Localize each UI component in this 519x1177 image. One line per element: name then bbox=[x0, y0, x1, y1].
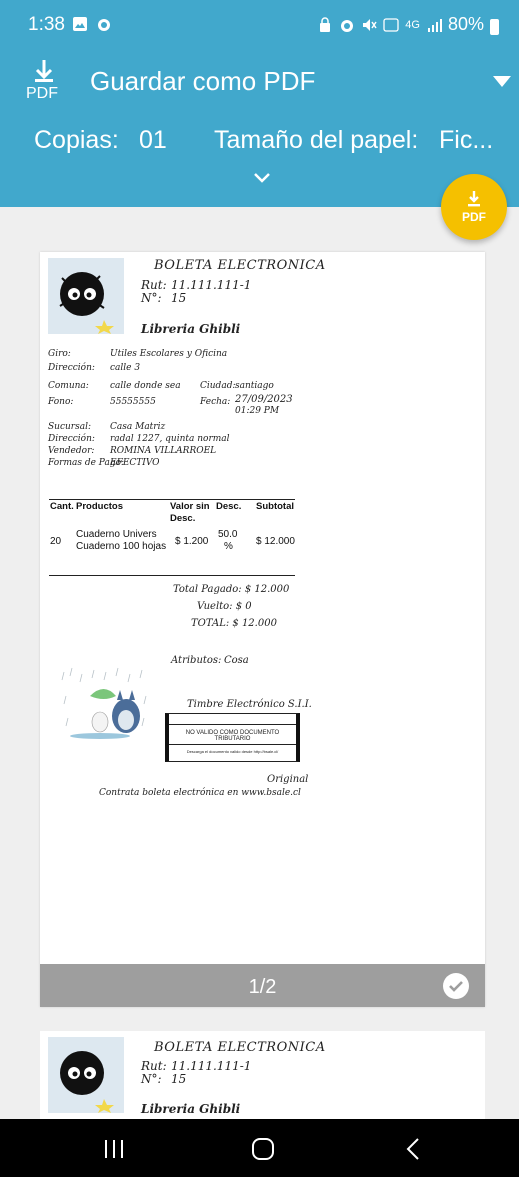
col-productos: Productos bbox=[76, 501, 123, 512]
vendedor-label: Vendedor: bbox=[48, 446, 95, 456]
col-cant: Cant. bbox=[50, 501, 74, 512]
col-valor: Valor sin Desc. bbox=[170, 501, 210, 524]
fono-label: Fono: bbox=[48, 397, 74, 407]
save-pdf-button[interactable] bbox=[441, 174, 507, 240]
atributos-value: Cosa bbox=[224, 655, 249, 666]
receipt-title: BOLETA ELECTRONICA bbox=[154, 1040, 326, 1055]
copies-value[interactable]: 01 bbox=[139, 126, 167, 154]
vendedor-value: ROMINA VILLARROEL bbox=[110, 446, 217, 456]
row-producto-2: Cuaderno 100 hojas bbox=[76, 541, 167, 552]
number-value: 15 bbox=[171, 291, 187, 305]
back-button[interactable] bbox=[402, 1138, 426, 1160]
save-pdf-label: PDF bbox=[462, 210, 486, 224]
vuelto: Vuelto: $ 0 bbox=[197, 601, 252, 612]
ciudad-label: Ciudad: bbox=[200, 381, 236, 391]
fecha-label: Fecha: bbox=[200, 397, 231, 407]
atributos-label: Atributos: bbox=[171, 655, 222, 666]
alarm-icon bbox=[339, 17, 355, 33]
timbre-line-1: NO VALIDO COMO DOCUMENTO TRIBUTARIO bbox=[185, 730, 280, 742]
original-label: Original bbox=[267, 774, 309, 785]
timbre-rule bbox=[169, 724, 296, 725]
fecha-value: 27/09/2023 bbox=[235, 394, 293, 405]
page-footer bbox=[40, 964, 485, 1007]
lock-icon bbox=[317, 17, 333, 33]
printer-select[interactable]: Guardar como PDF bbox=[90, 66, 316, 96]
row-subtotal: $ 12.000 bbox=[256, 536, 295, 547]
status-time: 1:38 bbox=[28, 14, 65, 35]
print-header bbox=[0, 42, 519, 207]
row-valor: $ 1.200 bbox=[175, 536, 209, 547]
number-label: N°: bbox=[141, 1072, 162, 1086]
navigation-bar bbox=[0, 1119, 519, 1177]
gallery-icon bbox=[72, 16, 88, 32]
comuna-value: calle donde sea bbox=[110, 381, 181, 391]
row-producto-1: Cuaderno Univers bbox=[76, 529, 157, 540]
pdf-icon-label: PDF bbox=[26, 85, 58, 102]
system-status bbox=[317, 14, 499, 35]
paper-size-label: Tamaño del papel: bbox=[214, 126, 419, 154]
store-logo bbox=[48, 258, 124, 334]
giro-value: Utiles Escolares y Oficina bbox=[110, 349, 228, 359]
timbre-rule bbox=[169, 744, 296, 745]
receipt-footer: Contrata boleta electrónica en www.bsale.cl bbox=[99, 788, 301, 798]
number-value: 15 bbox=[171, 1072, 187, 1086]
direccion2-label: Dirección: bbox=[48, 434, 95, 444]
direccion-label: Dirección: bbox=[48, 363, 95, 373]
sucursal-label: Sucursal: bbox=[48, 422, 91, 432]
download-icon bbox=[465, 190, 483, 208]
ciudad-value: santiago bbox=[235, 381, 274, 391]
volte-icon bbox=[383, 17, 399, 33]
check-circle-icon[interactable] bbox=[442, 972, 470, 1000]
network-type: 4G bbox=[405, 18, 420, 31]
rut-label: Rut: bbox=[141, 278, 167, 292]
home-button[interactable] bbox=[251, 1138, 275, 1160]
recent-apps-button[interactable] bbox=[102, 1138, 126, 1160]
store-logo bbox=[48, 1037, 124, 1113]
row-cant: 20 bbox=[50, 536, 62, 547]
receipt-title: BOLETA ELECTRONICA bbox=[154, 258, 326, 273]
fono-value: 55555555 bbox=[110, 397, 156, 407]
pago-value: EFECTIVO bbox=[110, 458, 160, 468]
pdf-download-icon bbox=[24, 58, 64, 104]
signal-icon bbox=[426, 17, 442, 33]
row-desc-1: 50.0 bbox=[218, 529, 238, 540]
timbre-stamp bbox=[165, 713, 300, 762]
col-desc: Desc. bbox=[216, 501, 242, 512]
alarm-icon bbox=[96, 16, 112, 32]
copies-label: Copias: bbox=[34, 126, 119, 154]
comuna-label: Comuna: bbox=[48, 381, 89, 391]
printer-dropdown-icon[interactable] bbox=[493, 76, 511, 87]
timbre-label: Timbre Electrónico S.I.I. bbox=[187, 699, 312, 710]
rut-value: 11.111.111-1 bbox=[171, 278, 252, 292]
rut-value: 11.111.111-1 bbox=[171, 1059, 252, 1073]
store-name: Libreria Ghibli bbox=[141, 1102, 241, 1116]
giro-label: Giro: bbox=[48, 349, 71, 359]
timbre-line-2: Descarga el documento valido desde http://bsale.cl/ bbox=[186, 749, 279, 754]
status-bar bbox=[0, 0, 519, 42]
total: TOTAL: $ 12.000 bbox=[191, 618, 277, 629]
table-bottom-rule bbox=[49, 575, 295, 576]
battery-icon bbox=[490, 19, 499, 35]
page-preview-1[interactable] bbox=[40, 252, 485, 1007]
page-preview-2[interactable] bbox=[40, 1031, 485, 1121]
direccion-value: calle 3 bbox=[110, 363, 141, 373]
rut-label: Rut: bbox=[141, 1059, 167, 1073]
sucursal-value: Casa Matriz bbox=[110, 422, 166, 432]
pago-label: Formas de Pago: bbox=[48, 458, 125, 468]
notification-icons bbox=[72, 16, 112, 32]
chevron-down-icon[interactable] bbox=[251, 170, 273, 186]
battery-percent: 80% bbox=[447, 14, 484, 34]
mute-icon bbox=[361, 17, 377, 33]
store-name: Libreria Ghibli bbox=[141, 322, 241, 336]
row-desc-2: % bbox=[224, 541, 233, 552]
col-subtotal: Subtotal bbox=[256, 501, 294, 512]
number-label: N°: bbox=[141, 291, 162, 305]
paper-size-value[interactable]: Fic... bbox=[439, 126, 494, 154]
hora-value: 01:29 PM bbox=[235, 406, 280, 416]
table-top-rule bbox=[49, 499, 295, 500]
total-pagado: Total Pagado: $ 12.000 bbox=[173, 584, 290, 595]
direccion2-value: radal 1227, quinta normal bbox=[110, 434, 230, 444]
totoro-illustration bbox=[60, 666, 154, 742]
page-indicator: 1/2 bbox=[248, 976, 277, 998]
